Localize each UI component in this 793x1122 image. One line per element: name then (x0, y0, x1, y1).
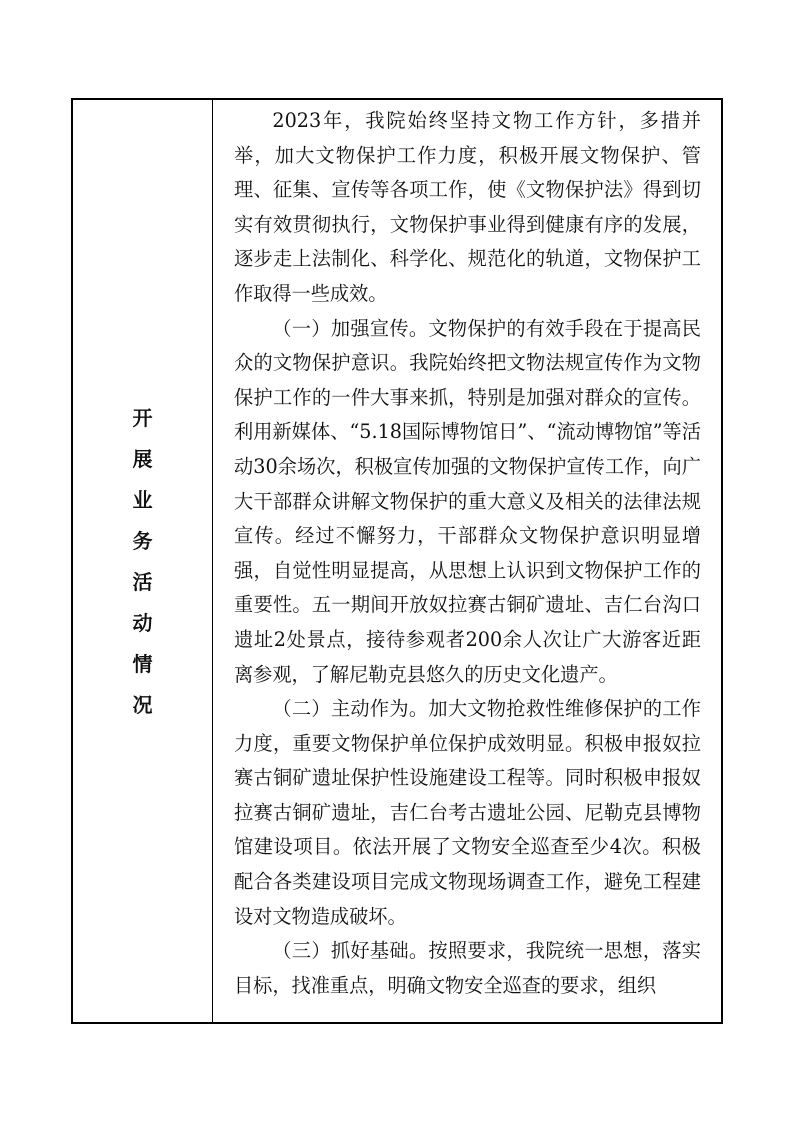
row-label-char: 动 (132, 611, 153, 635)
intro-paragraph: 2023年，我院始终坚持文物工作方针，多措并举，加大文物保护工作力度，积极开展文物保护、管理、征集、宣传等各项工作，使《文物保护法》得到切实有效贯彻执行，文物保护事业得到健康有序的发展，逐步走上法制化、科学化、规范化的轨道，文物保护工作取得一些成效。 (234, 109, 701, 305)
section-2-paragraph: （二）主动作为。加大文物抢救性维修保护的工作力度，重要文物保护单位保护成效明显。积极申报奴拉赛古铜矿遗址保护性设施建设工程等。同时积极申报奴拉赛古铜矿遗址，吉仁台考古遗址公园、尼勒克县博物馆建设项目。依法开展了文物安全巡查至少4次。积极配合各类建设项目完成文物现场调查工作，避免工程建设对文物造成破坏。 (234, 697, 701, 928)
row-label-char: 务 (132, 529, 153, 553)
row-label-char: 活 (132, 570, 153, 594)
row-label-char: 况 (132, 693, 153, 717)
row-label (73, 398, 212, 726)
section-3-paragraph: （三）抓好基础。按照要求，我院统一思想，落实目标，找准重点，明确文物安全巡查的要求，组织 (234, 939, 701, 997)
row-label-char: 业 (132, 488, 153, 512)
row-label-char: 展 (132, 447, 153, 471)
content-cell (214, 100, 721, 1022)
row-label-char: 情 (132, 652, 153, 676)
activity-report-table (71, 98, 723, 1024)
row-label-cell (73, 100, 213, 1022)
section-1-paragraph: （一）加强宣传。文物保护的有效手段在于提高民众的文物保护意识。我院始终把文物法规宣传作为文物保护工作的一件大事来抓，特别是加强对群众的宣传。利用新媒体、“5.18国际博物馆日”、“流动博物馆”等活动30余场次，积极宣传加强的文物保护宣传工作，向广大干部群众讲解文物保护的重大意义及相关的法律法规宣传。经过不懈努力，干部群众文物保护意识明显增强，自觉性明显提高，从思想上认识到文物保护工作的重要性。五一期间开放奴拉赛古铜矿遗址、吉仁台沟口遗址2处景点，接待参观者200余人次让广大游客近距离参观，了解尼勒克县悠久的历史文化遗产。 (234, 316, 701, 686)
row-label-char: 开 (132, 406, 153, 430)
